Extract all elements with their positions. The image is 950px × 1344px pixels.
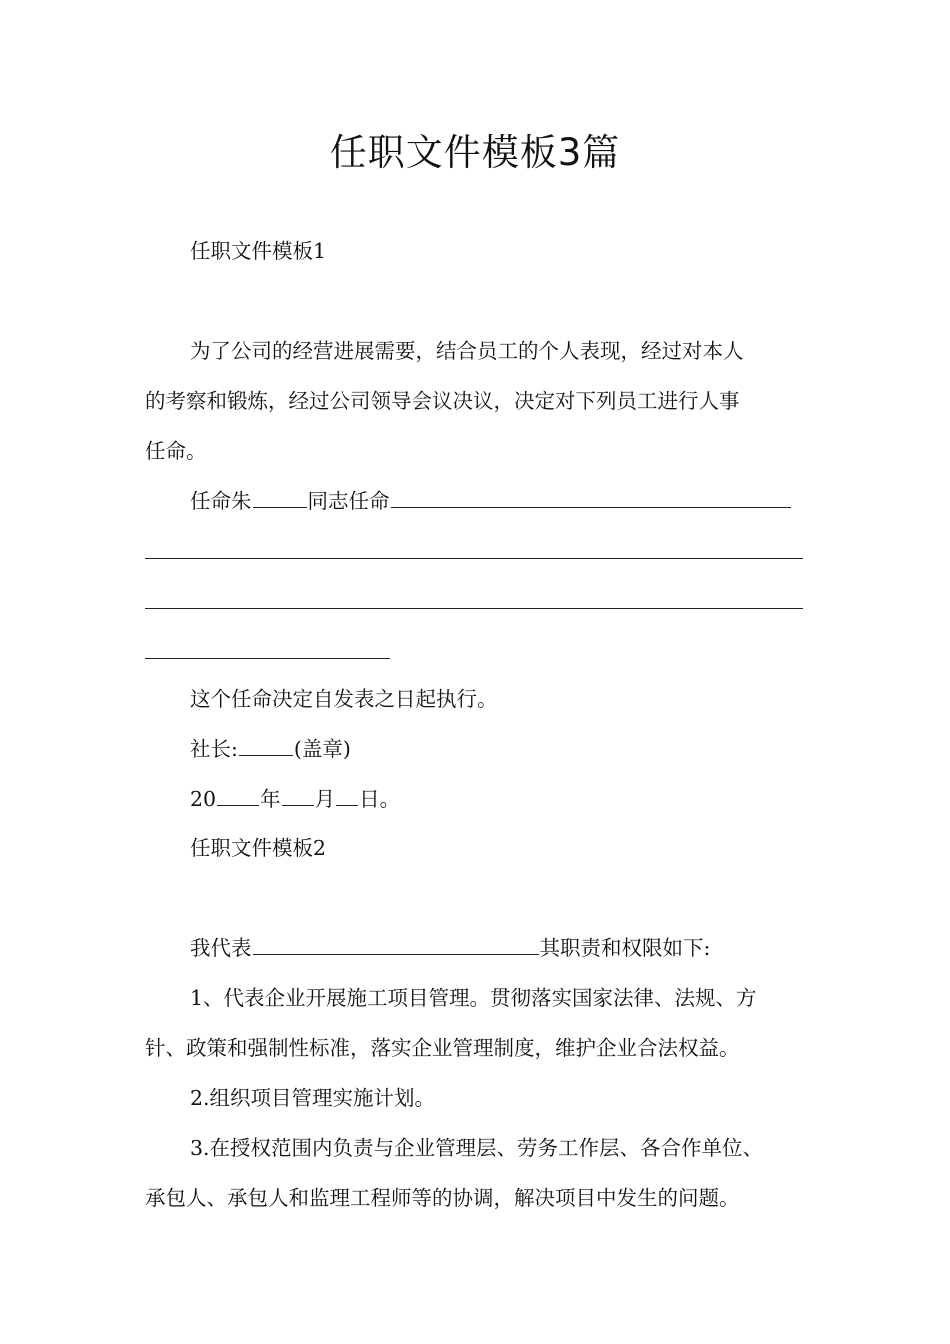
year-label: 年 <box>260 787 281 811</box>
month-blank <box>282 785 314 806</box>
name-blank <box>253 487 307 508</box>
president-label: 社长: <box>190 737 238 761</box>
fill-in-line-3 <box>145 658 390 659</box>
effective-statement: 这个任命决定自发表之日起执行。 <box>190 687 498 711</box>
representative-prefix: 我代表 <box>190 936 252 960</box>
appointment-mid: 同志任命 <box>307 489 390 513</box>
item-2: 2.组织项目管理实施计划。 <box>190 1086 436 1110</box>
representative-blank <box>253 934 539 955</box>
year-blank <box>217 785 259 806</box>
item-3-line-2: 承包人、承包人和监理工程师等的协调，解决项目中发生的问题。 <box>145 1186 740 1210</box>
month-label: 月 <box>314 787 336 811</box>
intro-line-3: 任命。 <box>145 439 207 463</box>
president-signature-line <box>190 734 830 764</box>
fill-in-line-2 <box>145 608 803 609</box>
intro-line-2: 的考察和锻炼，经过公司领导会议决议，决定对下列员工进行人事 <box>145 389 740 413</box>
position-blank <box>391 487 791 508</box>
day-label: 日。 <box>359 787 401 811</box>
item-1-line-1: 1、代表企业开展施工项目管理。贯彻落实国家法律、法规、方 <box>190 986 757 1010</box>
intro-line-1: 为了公司的经营进展需要，结合员工的个人表现，经过对本人 <box>190 339 744 363</box>
seal-label: (盖章) <box>293 737 351 761</box>
day-blank <box>336 785 358 806</box>
fill-in-line-1 <box>145 558 803 559</box>
date-line <box>190 784 830 814</box>
item-3-line-1: 3.在授权范围内负责与企业管理层、劳务工作层、各合作单位、 <box>190 1136 764 1160</box>
president-blank <box>239 735 293 756</box>
representative-suffix: 其职责和权限如下: <box>539 936 711 960</box>
appointment-prefix: 任命朱 <box>190 489 252 513</box>
section-2-heading: 任职文件模板2 <box>190 836 327 860</box>
document-title: 任职文件模板3篇 <box>329 131 621 174</box>
appointment-line <box>190 486 830 516</box>
representative-line <box>190 933 830 963</box>
date-prefix: 20 <box>190 787 217 811</box>
section-1-heading: 任职文件模板1 <box>190 239 327 263</box>
item-1-line-2: 针、政策和强制性标准，落实企业管理制度，维护企业合法权益。 <box>145 1036 740 1060</box>
